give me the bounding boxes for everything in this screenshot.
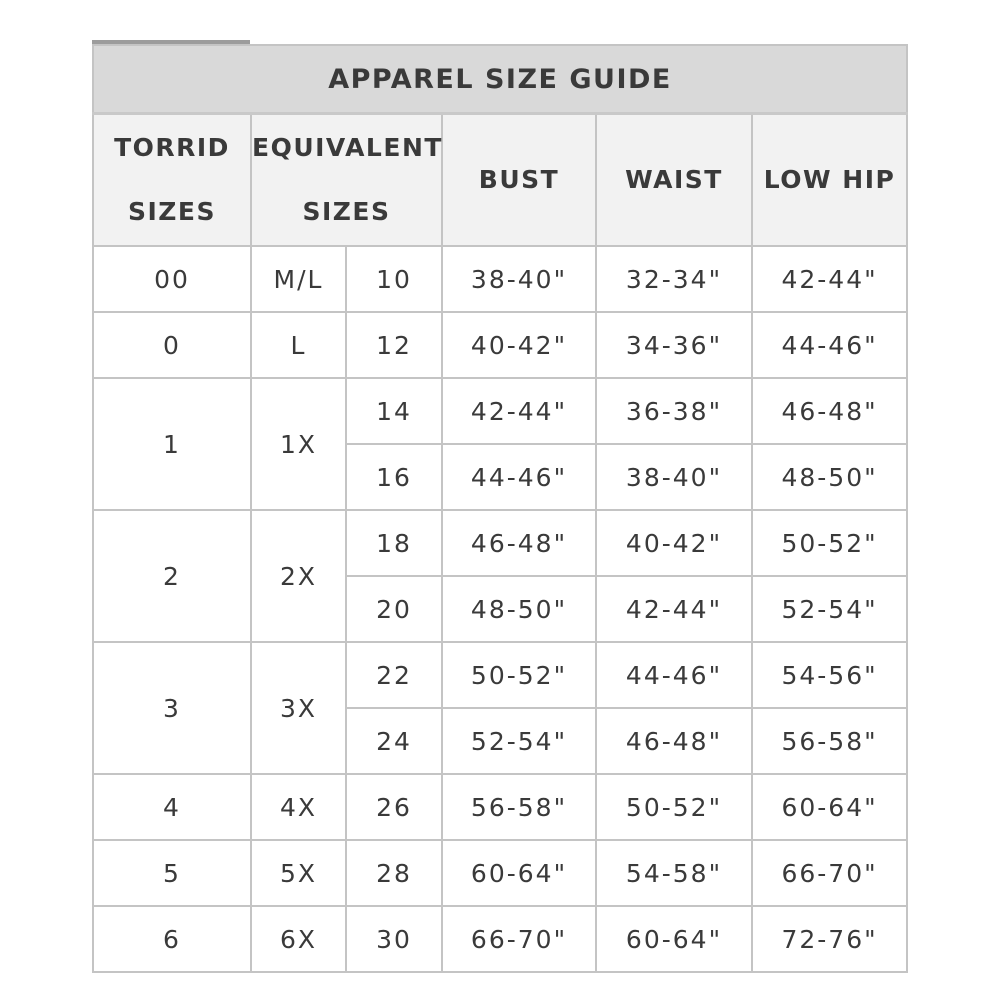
numeric-size-cell: 20 bbox=[346, 576, 442, 642]
numeric-size-cell: 26 bbox=[346, 774, 442, 840]
torrid-size-cell: 2 bbox=[93, 510, 251, 642]
numeric-size-cell: 10 bbox=[346, 246, 442, 312]
header-torrid-sizes bbox=[93, 114, 251, 247]
low-hip-cell: 56-58" bbox=[752, 708, 907, 774]
bust-cell: 46-48" bbox=[442, 510, 596, 576]
low-hip-cell: 66-70" bbox=[752, 840, 907, 906]
numeric-size-cell: 18 bbox=[346, 510, 442, 576]
low-hip-cell: 48-50" bbox=[752, 444, 907, 510]
table-row bbox=[93, 378, 907, 444]
bust-cell: 48-50" bbox=[442, 576, 596, 642]
equivalent-size-cell: 2X bbox=[251, 510, 346, 642]
torrid-size-cell: 0 bbox=[93, 312, 251, 378]
equivalent-size-cell: 1X bbox=[251, 378, 346, 510]
numeric-size-cell: 24 bbox=[346, 708, 442, 774]
table-title: APPAREL SIZE GUIDE bbox=[93, 45, 907, 114]
table-row bbox=[93, 246, 907, 312]
header-low-hip: LOW HIP bbox=[752, 114, 907, 247]
header-waist: WAIST bbox=[596, 114, 752, 247]
torrid-size-cell: 00 bbox=[93, 246, 251, 312]
waist-cell: 32-34" bbox=[596, 246, 752, 312]
numeric-size-cell: 28 bbox=[346, 840, 442, 906]
table-row bbox=[93, 510, 907, 576]
equivalent-size-cell: 6X bbox=[251, 906, 346, 972]
waist-cell: 50-52" bbox=[596, 774, 752, 840]
numeric-size-cell: 30 bbox=[346, 906, 442, 972]
table-row bbox=[93, 840, 907, 906]
bust-cell: 60-64" bbox=[442, 840, 596, 906]
waist-cell: 60-64" bbox=[596, 906, 752, 972]
bust-cell: 42-44" bbox=[442, 378, 596, 444]
numeric-size-cell: 22 bbox=[346, 642, 442, 708]
torrid-size-cell: 4 bbox=[93, 774, 251, 840]
table-row bbox=[93, 906, 907, 972]
torrid-size-cell: 1 bbox=[93, 378, 251, 510]
bust-cell: 52-54" bbox=[442, 708, 596, 774]
low-hip-cell: 50-52" bbox=[752, 510, 907, 576]
torrid-size-cell: 5 bbox=[93, 840, 251, 906]
low-hip-cell: 72-76" bbox=[752, 906, 907, 972]
waist-cell: 54-58" bbox=[596, 840, 752, 906]
size-table-body bbox=[93, 246, 907, 972]
torrid-size-cell: 6 bbox=[93, 906, 251, 972]
equivalent-size-cell: M/L bbox=[251, 246, 346, 312]
equivalent-size-cell: 4X bbox=[251, 774, 346, 840]
numeric-size-cell: 16 bbox=[346, 444, 442, 510]
low-hip-cell: 54-56" bbox=[752, 642, 907, 708]
header-equivalent-line1: EQUIVALENT bbox=[252, 133, 443, 162]
waist-cell: 34-36" bbox=[596, 312, 752, 378]
low-hip-cell: 60-64" bbox=[752, 774, 907, 840]
waist-cell: 46-48" bbox=[596, 708, 752, 774]
size-guide-table bbox=[92, 44, 908, 973]
header-torrid-line1: TORRID bbox=[114, 133, 230, 162]
low-hip-cell: 52-54" bbox=[752, 576, 907, 642]
table-row bbox=[93, 774, 907, 840]
bust-cell: 38-40" bbox=[442, 246, 596, 312]
header-equivalent-sizes bbox=[251, 114, 442, 247]
bust-cell: 40-42" bbox=[442, 312, 596, 378]
title-row bbox=[93, 45, 907, 114]
bust-cell: 56-58" bbox=[442, 774, 596, 840]
waist-cell: 44-46" bbox=[596, 642, 752, 708]
header-torrid-line2: SIZES bbox=[127, 197, 217, 226]
low-hip-cell: 46-48" bbox=[752, 378, 907, 444]
waist-cell: 36-38" bbox=[596, 378, 752, 444]
waist-cell: 38-40" bbox=[596, 444, 752, 510]
header-bust: BUST bbox=[442, 114, 596, 247]
torrid-size-cell: 3 bbox=[93, 642, 251, 774]
equivalent-size-cell: L bbox=[251, 312, 346, 378]
numeric-size-cell: 12 bbox=[346, 312, 442, 378]
waist-cell: 42-44" bbox=[596, 576, 752, 642]
low-hip-cell: 42-44" bbox=[752, 246, 907, 312]
table-row bbox=[93, 312, 907, 378]
table-row bbox=[93, 642, 907, 708]
equivalent-size-cell: 3X bbox=[251, 642, 346, 774]
bust-cell: 44-46" bbox=[442, 444, 596, 510]
waist-cell: 40-42" bbox=[596, 510, 752, 576]
low-hip-cell: 44-46" bbox=[752, 312, 907, 378]
bust-cell: 50-52" bbox=[442, 642, 596, 708]
header-equivalent-line2: SIZES bbox=[302, 197, 391, 226]
numeric-size-cell: 14 bbox=[346, 378, 442, 444]
header-row bbox=[93, 114, 907, 247]
bust-cell: 66-70" bbox=[442, 906, 596, 972]
equivalent-size-cell: 5X bbox=[251, 840, 346, 906]
